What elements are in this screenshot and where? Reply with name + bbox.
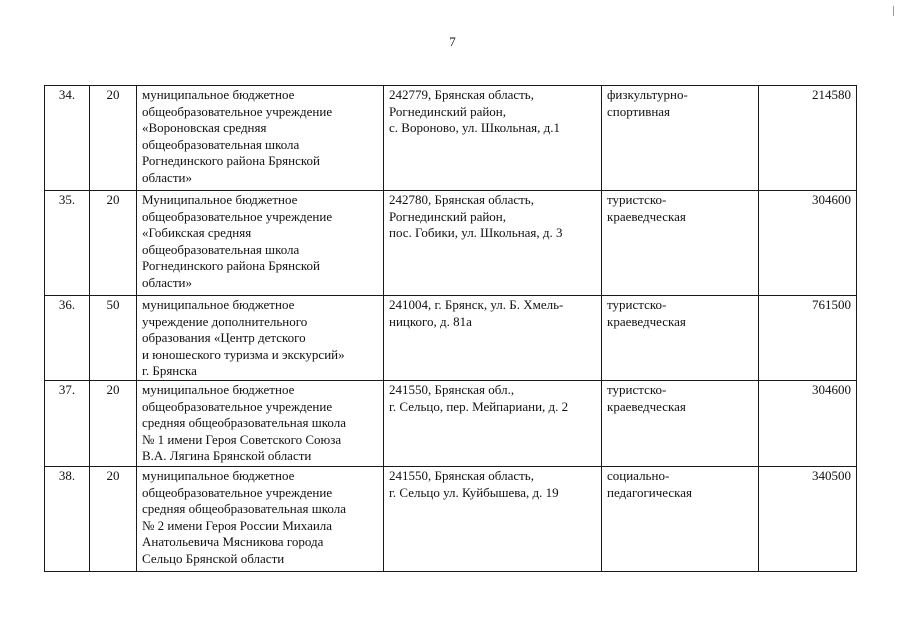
institution-name-line: «Вороновская средняя <box>142 120 267 136</box>
address-line: Рогнединский район, <box>389 208 507 224</box>
institution-name-line: общеобразовательная школа <box>142 241 300 257</box>
institution-name-line: «Гобикская средняя <box>142 225 252 241</box>
row-count: 20 <box>90 466 137 571</box>
institution-name-line: области» <box>142 274 192 290</box>
institution-name-line: муниципальное бюджетное <box>142 87 295 102</box>
row-index: 37. <box>45 380 90 466</box>
institution-name-line: муниципальное бюджетное <box>142 297 295 312</box>
amount-cell: 214580 <box>759 86 857 191</box>
row-index: 35. <box>45 191 90 296</box>
scan-edge-mark <box>893 6 894 16</box>
address-line: ницкого, д. 81а <box>389 313 472 329</box>
institution-name-line: области» <box>142 169 192 185</box>
row-count: 20 <box>90 86 137 191</box>
institution-name-line: и юношеского туризма и экскурсий» <box>142 346 345 362</box>
institution-name-cell <box>137 466 384 571</box>
institution-name-line: общеобразовательное учреждение <box>142 398 333 414</box>
institution-name-cell <box>137 191 384 296</box>
institution-name-line: № 2 имени Героя России Михаила <box>142 517 333 533</box>
direction-cell <box>602 296 759 381</box>
institution-name-line: Рогнединского района Брянской <box>142 258 320 274</box>
direction-line: педагогическая <box>607 484 693 500</box>
direction-line: социально- <box>607 467 670 483</box>
institution-name-line: № 1 имени Героя Советского Союза <box>142 431 342 447</box>
institution-name-line: муниципальное бюджетное <box>142 381 295 397</box>
direction-cell <box>602 86 759 191</box>
row-count: 20 <box>90 191 137 296</box>
row-count: 50 <box>90 296 137 381</box>
address-cell <box>384 466 602 571</box>
address-line: пос. Гобики, ул. Школьная, д. 3 <box>389 225 563 241</box>
amount-cell: 304600 <box>759 191 857 296</box>
address-line: Рогнединский район, <box>389 103 507 119</box>
institution-name-line: В.А. Лягина Брянской области <box>142 448 312 464</box>
institution-name-line: общеобразовательная школа <box>142 136 300 152</box>
institution-name-line: учреждение дополнительного <box>142 313 308 329</box>
address-line: с. Вороново, ул. Школьная, д.1 <box>389 120 560 136</box>
direction-line: спортивная <box>607 103 671 119</box>
institution-name-line: образования «Центр детского <box>142 330 306 346</box>
institution-name-line: г. Брянска <box>142 363 197 379</box>
table-row <box>45 86 857 191</box>
institution-name-line: средняя общеобразовательная школа <box>142 415 346 431</box>
row-count: 20 <box>90 380 137 466</box>
institution-name-line: Анатольевича Мясникова города <box>142 534 324 550</box>
institutions-table <box>44 85 857 572</box>
table-row <box>45 380 857 466</box>
direction-cell <box>602 466 759 571</box>
direction-line: краеведческая <box>607 313 686 329</box>
address-cell <box>384 86 602 191</box>
amount-cell: 340500 <box>759 466 857 571</box>
institution-name-line: Сельцо Брянской области <box>142 550 285 566</box>
table-row <box>45 191 857 296</box>
address-line: 241550, Брянская обл., <box>389 381 515 397</box>
institution-name-line: Рогнединского района Брянской <box>142 153 320 169</box>
address-cell <box>384 191 602 296</box>
direction-line: туристско- <box>607 381 667 397</box>
direction-cell <box>602 191 759 296</box>
address-line: 242779, Брянская область, <box>389 87 534 102</box>
address-line: 241004, г. Брянск, ул. Б. Хмель- <box>389 297 564 312</box>
amount-cell: 761500 <box>759 296 857 381</box>
direction-line: краеведческая <box>607 398 686 414</box>
address-cell <box>384 380 602 466</box>
table-row <box>45 296 857 381</box>
institution-name-cell <box>137 296 384 381</box>
direction-line: физкультурно- <box>607 87 688 102</box>
institution-name-line: общеобразовательное учреждение <box>142 208 333 224</box>
institution-name-cell <box>137 380 384 466</box>
address-line: 242780, Брянская область, <box>389 192 534 207</box>
direction-cell <box>602 380 759 466</box>
institution-name-line: общеобразовательное учреждение <box>142 484 333 500</box>
direction-line: краеведческая <box>607 208 686 224</box>
institution-name-line: средняя общеобразовательная школа <box>142 501 346 517</box>
row-index: 38. <box>45 466 90 571</box>
institution-name-line: общеобразовательное учреждение <box>142 103 333 119</box>
address-cell <box>384 296 602 381</box>
row-index: 34. <box>45 86 90 191</box>
table-row <box>45 466 857 571</box>
address-line: 241550, Брянская область, <box>389 467 534 483</box>
direction-line: туристско- <box>607 192 667 207</box>
address-line: г. Сельцо, пер. Мейпариани, д. 2 <box>389 398 569 414</box>
page-number: 7 <box>449 34 456 49</box>
address-line: г. Сельцо ул. Куйбышева, д. 19 <box>389 484 559 500</box>
direction-line: туристско- <box>607 297 667 312</box>
institution-name-line: Муниципальное бюджетное <box>142 192 298 207</box>
institution-name-cell <box>137 86 384 191</box>
row-index: 36. <box>45 296 90 381</box>
institution-name-line: муниципальное бюджетное <box>142 467 295 483</box>
amount-cell: 304600 <box>759 380 857 466</box>
